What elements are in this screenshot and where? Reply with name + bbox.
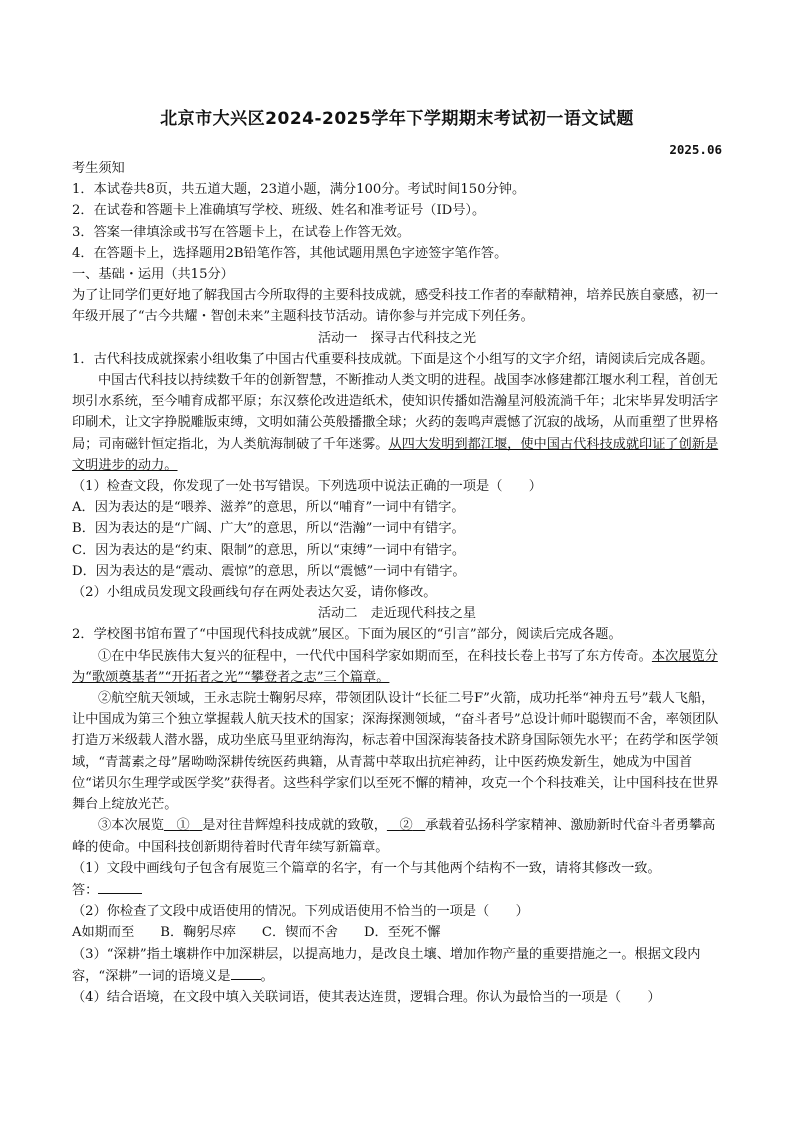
fill-blank-2[interactable] (387, 818, 425, 833)
exam-title: 北京市大兴区2024-2025学年下学期期末考试初一语文试题 (160, 109, 634, 129)
answer-label: 答： (72, 882, 99, 898)
paragraph-3 (72, 815, 722, 857)
option-row (72, 922, 722, 943)
paragraph-text: 承载着弘扬科学家精神、激励新时代奋斗者勇攀高峰的使命。中国科技创新期待着时代青年续写新篇章。 (72, 818, 716, 855)
notice-item: 3．答案一律填涂或书写在答题卡上，在试卷上作答无效。 (72, 224, 411, 240)
sub-question: （2）小组成员发现文段画线句存在两处表达欠妥，请你修改。 (72, 585, 437, 601)
sub-question: （1）检查文段，你发现了一处书写错误。下列选项中说法正确的一项是（ ） (72, 479, 542, 495)
option: C．锲而不舍 (261, 925, 338, 941)
punctuation: 。 (260, 968, 274, 984)
answer-line (72, 879, 722, 901)
question-stem: 2．学校图书馆布置了“中国现代科技成就”展区。下面为展区的“引言”部分，阅读后完成各题。 (72, 627, 622, 643)
passage-text: 中国古代科技以持续数千年的创新智慧，不断推动人类文明的进程。战国李冰修建都江堰水利工程，首创无坝引水系统，至今哺育成都平原；东汉蔡伦改进造纸术，使知识传播如浩瀚星河般流淌千年；北宋毕昇发明活字印刷术，让文字挣脱雕版束缚，文明如蒲公英般播撒全球；火药的轰鸣声震憾了沉寂的战场，从而重塑了世界格局；司南磁针恒定指北，为人类航海制破了千年迷雾。 (72, 373, 719, 452)
blank-number: ① (176, 818, 190, 834)
sub-question: （1）文段中画线句子包含有展览三个篇章的名字，有一个与其他两个结构不一致，请将其修改一致。 (72, 860, 661, 876)
sub-question (72, 944, 722, 987)
option: B．鞠躬尽瘁 (160, 925, 236, 941)
underlined-sentence: 从四大发明到都江堰，使中国古代科技成就印证了创新是文明进步的动力。 (72, 436, 719, 473)
option: D．因为表达的是“震动、震惊”的意思，所以“震憾”一词中有错字。 (72, 563, 466, 579)
section-intro: 为了让同学们更好地了解我国古今所取得的主要科技成就，感受科技工作者的奉献精神，培养民族自豪感，初一年级开展了“古今共耀・智创未来”主题科技节活动。请你参与并完成下列任务。 (72, 288, 719, 325)
answer-blank[interactable] (98, 879, 142, 894)
paragraph-text: ③本次展览 (98, 818, 164, 834)
answer-blank[interactable] (231, 965, 261, 980)
underlined-sentence: 本次 (651, 648, 679, 664)
paragraph-text: ①在中华民族伟大复兴的征程中，一代代中国科学家如期而至，在科技长卷上书写了东方传奇。 (98, 648, 652, 664)
option: D．至死不懈 (363, 925, 441, 941)
exam-body (72, 158, 722, 1008)
notice-heading: 考生须知 (72, 161, 125, 176)
option: A如期而至 (72, 925, 135, 941)
notice-item: 1．本试卷共8页，共五道大题，23道小题，满分100分。考试时间150分钟。 (72, 182, 526, 198)
paragraph-2: ②航空航天领域，王永志院士鞠躬尽瘁，带领团队设计“长征二号F”火箭，成功托举“神舟五号”载人飞船，让中国成为第三个独立掌握载人航天技术的国家；深海探测领域，“奋斗者号”总设计师叶聪锲而不舍，率领团队打造万米级载人潜水器，成功坐底马里亚纳海沟，标志着中国深海装备技术跻身国际领先水平；在药学和医学领域，“青蒿素之母”屠呦呦深耕传统医药典籍，从青蒿中萃取出抗疟神药，让中医药焕发新生，她成为中国首位“诺贝尔生理学或医学奖”获得者。这些科学家们以至死不懈的精神，攻克一个个科技难关，让中国科技在世界舞台上绽放光芒。 (72, 691, 719, 813)
sub-question: （2）你检查了文段中成语使用的情况。下列成语使用不恰当的一项是（ ） (72, 904, 529, 920)
option: C．因为表达的是“约束、限制”的意思，所以“束缚”一词中有错字。 (72, 542, 466, 558)
underlined-sentence: 展览分为“歌颂奠基者”“开拓者之光”“攀登者之志”三个篇章。 (72, 648, 718, 685)
blank-number: ② (399, 818, 413, 834)
section-heading: 一、基础・运用（共15分） (72, 267, 234, 283)
reading-passage (72, 370, 722, 476)
question-text: （3）“深耕”指土壤耕作中加深耕层，以提高地力，是改良土壤、增加作物产量的重要措施之一。根据文段内容，“深耕”一词的语境义是 (72, 946, 701, 984)
option: B．因为表达的是“广阔、广大”的意思，所以“浩瀚”一词中有错字。 (72, 521, 465, 537)
activity-title: 活动一 探寻古代科技之光 (317, 330, 477, 346)
exam-date: 2025.06 (669, 142, 722, 157)
paragraph-1 (72, 646, 722, 688)
fill-blank-1[interactable] (164, 818, 202, 833)
option: A．因为表达的是“喂养、滋养”的意思，所以“哺育”一词中有错字。 (72, 500, 465, 516)
notice-item: 2．在试卷和答题卡上准确填写学校、班级、姓名和准考证号（ID号）。 (72, 203, 486, 219)
sub-question: （4）结合语境，在文段中填入关联词语，使其表达连贯，逻辑合理。你认为最恰当的一项是（ ） (72, 989, 661, 1005)
notice-item: 4．在答题卡上，选择题用2B铅笔作答，其他试题用黑色字迹签字笔作答。 (72, 245, 508, 261)
question-stem: 1．古代科技成就探索小组收集了中国古代重要科技成就。下面是这个小组写的文字介绍，请阅读后完成各题。 (72, 351, 714, 367)
activity-title: 活动二 走近现代科技之星 (317, 606, 477, 622)
paragraph-text: 是对往昔辉煌科技成就的致敬， (202, 818, 387, 834)
